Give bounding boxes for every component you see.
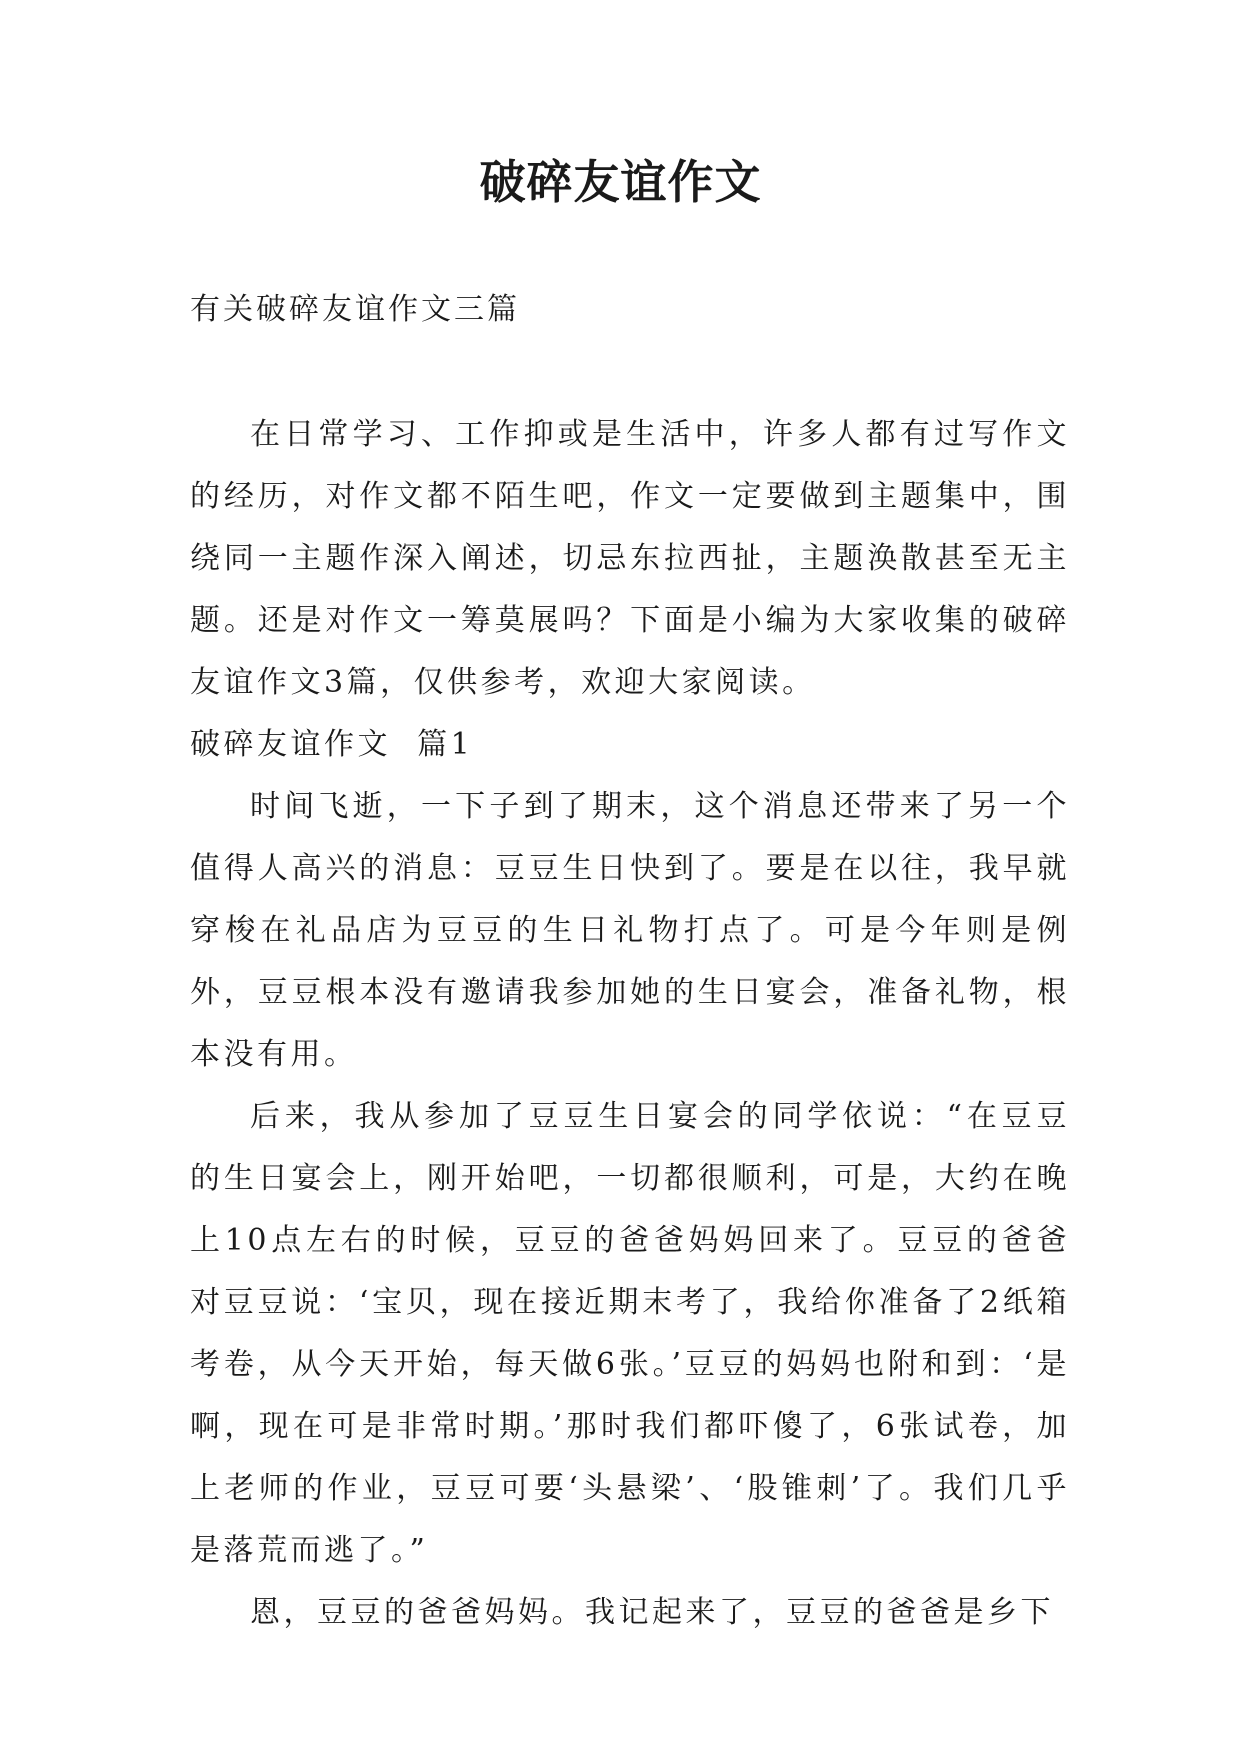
section-heading: 破碎友谊作文 篇1 [190, 727, 474, 762]
body-paragraph-3: 恩，豆豆的爸爸妈妈。我记起来了，豆豆的爸爸是乡下 [250, 1595, 1054, 1630]
body-paragraph-1: 时间飞逝，一下子到了期末，这个消息还带来了另一个值得人高兴的消息：豆豆生日快到了。要是在以往，我早就穿梭在礼品店为豆豆的生日礼物打点了。可是今年则是例外，豆豆根本没有邀请我参加她的生日宴会，准备礼物，根本没有用。 [190, 789, 1070, 1072]
document-subtitle: 有关破碎友谊作文三篇 [190, 292, 520, 327]
document-body [190, 404, 1070, 1644]
body-paragraph-2: 后来，我从参加了豆豆生日宴会的同学依说：“在豆豆的生日宴会上，刚开始吧，一切都很顺利，可是，大约在晚上10点左右的时候，豆豆的爸爸妈妈回来了。豆豆的爸爸对豆豆说：‘宝贝，现在接近期末考了，我给你准备了2纸箱考卷，从今天开始，每天做6张。’豆豆的妈妈也附和到：‘是啊，现在可是非常时期。’那时我们都吓傻了，6张试卷，加上老师的作业，豆豆可要‘头悬梁’、‘股锥刺’了。我们几乎是落荒而逃了。” [190, 1099, 1070, 1568]
intro-paragraph: 在日常学习、工作抑或是生活中，许多人都有过写作文的经历，对作文都不陌生吧，作文一定要做到主题集中，围绕同一主题作深入阐述，切忌东拉西扯，主题涣散甚至无主题。还是对作文一筹莫展吗？下面是小编为大家收集的破碎友谊作文3篇，仅供参考，欢迎大家阅读。 [190, 417, 1070, 700]
page-title: 破碎友谊作文 [479, 155, 762, 209]
